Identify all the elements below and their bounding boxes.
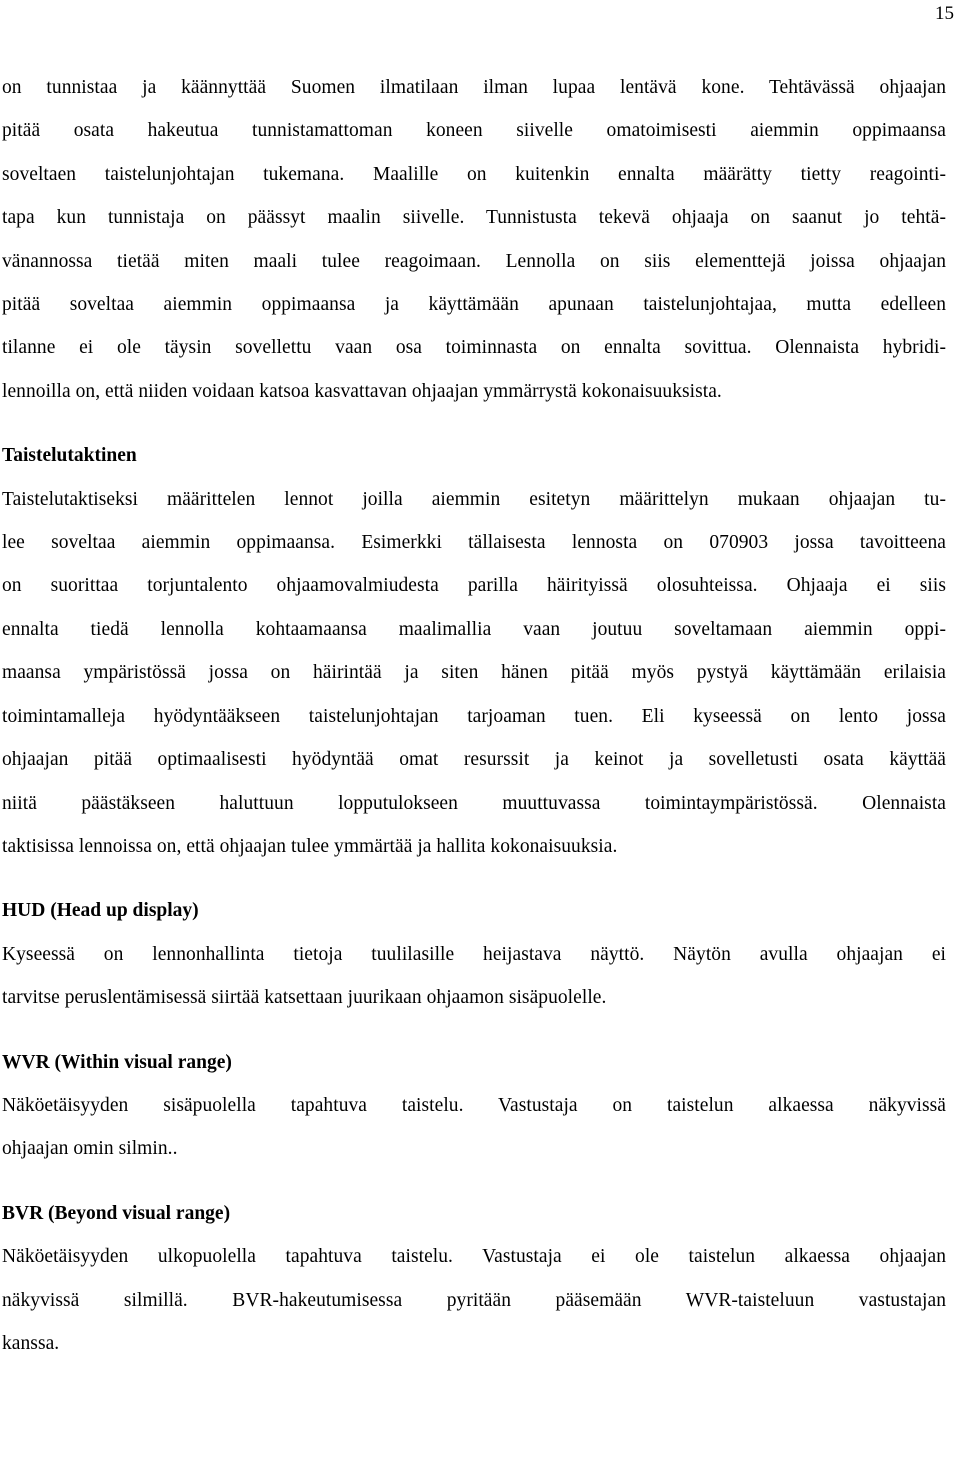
text-line: tarvitse peruslentämisessä siirtää katsettaan juurikaan ohjaamon sisäpuolelle.: [2, 987, 607, 1009]
section-paragraph-taistelutaktinen: [2, 478, 946, 869]
text-line: ennalta tiedä lennolla kohtaamaansa maalimallia vaan joutuu soveltamaan aiemmin oppi-: [2, 618, 946, 640]
text-line: ohjaajan omin silmin..: [2, 1138, 178, 1160]
text-line: ohjaajan pitää optimaalisesti hyödyntää omat resurssit ja keinot ja sovelletusti osata käyttää: [2, 749, 946, 771]
section-heading-wvr: WVR (Within visual range): [2, 1051, 232, 1073]
text-line: on tunnistaa ja käännyttää Suomen ilmatilaan ilman lupaa lentävä kone. Tehtävässä ohjaajan: [2, 77, 946, 98]
text-line: kanssa.: [2, 1332, 60, 1354]
text-line: vänannossa tietää miten maali tulee reagoimaan. Lennolla on siis elementtejä joissa ohjaajan: [2, 250, 946, 272]
page-number: 15: [935, 3, 954, 24]
document-body: [2, 66, 946, 1365]
text-line: on suorittaa torjuntalento ohjaamovalmiudesta parilla häirityissä olosuhteissa. Ohjaaja ei siis: [2, 575, 946, 597]
section-paragraph-wvr: [2, 1084, 946, 1171]
text-line: niitä päästäkseen haluttuun lopputulokseen muuttuvassa toimintaympäristössä. Olennaista: [2, 792, 946, 814]
text-line: tapa kun tunnistaja on päässyt maalin siivelle. Tunnistusta tekevä ohjaaja on saanut jo tehtä-: [2, 207, 946, 229]
text-line: soveltaen taistelunjohtajan tukemana. Maalille on kuitenkin ennalta määrätty tietty reagointi-: [2, 163, 946, 185]
section-paragraph-hud: [2, 933, 946, 1020]
section-heading-hud: HUD (Head up display): [2, 900, 199, 922]
text-line: lee soveltaa aiemmin oppimaansa. Esimerkki tällaisesta lennosta on 070903 jossa tavoitteena: [2, 532, 946, 554]
text-line: pitää osata hakeutua tunnistamattoman koneen siivelle omatoimisesti aiemmin oppimaansa: [2, 120, 946, 142]
text-line: Taistelutaktiseksi määrittelen lennot joilla aiemmin esitetyn määrittelyn mukaan ohjaajan tu-: [2, 488, 946, 510]
section-paragraph-bvr: [2, 1235, 946, 1365]
text-line: toimintamalleja hyödyntääkseen taistelunjohtajan tarjoaman tuen. Eli kyseessä on lento jossa: [2, 705, 946, 727]
text-line: näkyvissä silmillä. BVR-hakeutumisessa pyritään pääsemään WVR-taisteluun vastustajan: [2, 1289, 946, 1311]
section-heading-taistelutaktinen: Taistelutaktinen: [2, 445, 137, 467]
text-line: tilanne ei ole täysin sovellettu vaan osa toiminnasta on ennalta sovittua. Olennaista hybridi-: [2, 337, 946, 359]
text-line: taktisissa lennoissa on, että ohjaajan tulee ymmärtää ja hallita kokonaisuuksia.: [2, 835, 618, 857]
text-line: lennoilla on, että niiden voidaan katsoa kasvattavan ohjaajan ymmärrystä kokonaisuuksista.: [2, 380, 722, 402]
text-line: maansa ympäristössä jossa on häirintää ja siten hänen pitää myös pystyä käyttämään erilaisia: [2, 662, 946, 684]
text-line: pitää soveltaa aiemmin oppimaansa ja käyttämään apunaan taistelunjohtajaa, mutta edelleen: [2, 294, 946, 316]
text-line: Näköetäisyyden sisäpuolella tapahtuva taistelu. Vastustaja on taistelun alkaessa näkyvissä: [2, 1094, 946, 1116]
text-line: Kyseessä on lennonhallinta tietoja tuulilasille heijastava näyttö. Näytön avulla ohjaajan ei: [2, 943, 946, 965]
section-heading-bvr: BVR (Beyond visual range): [2, 1202, 231, 1224]
intro-paragraph: [2, 66, 946, 413]
text-line: Näköetäisyyden ulkopuolella tapahtuva taistelu. Vastustaja ei ole taistelun alkaessa ohjaajan: [2, 1246, 946, 1268]
